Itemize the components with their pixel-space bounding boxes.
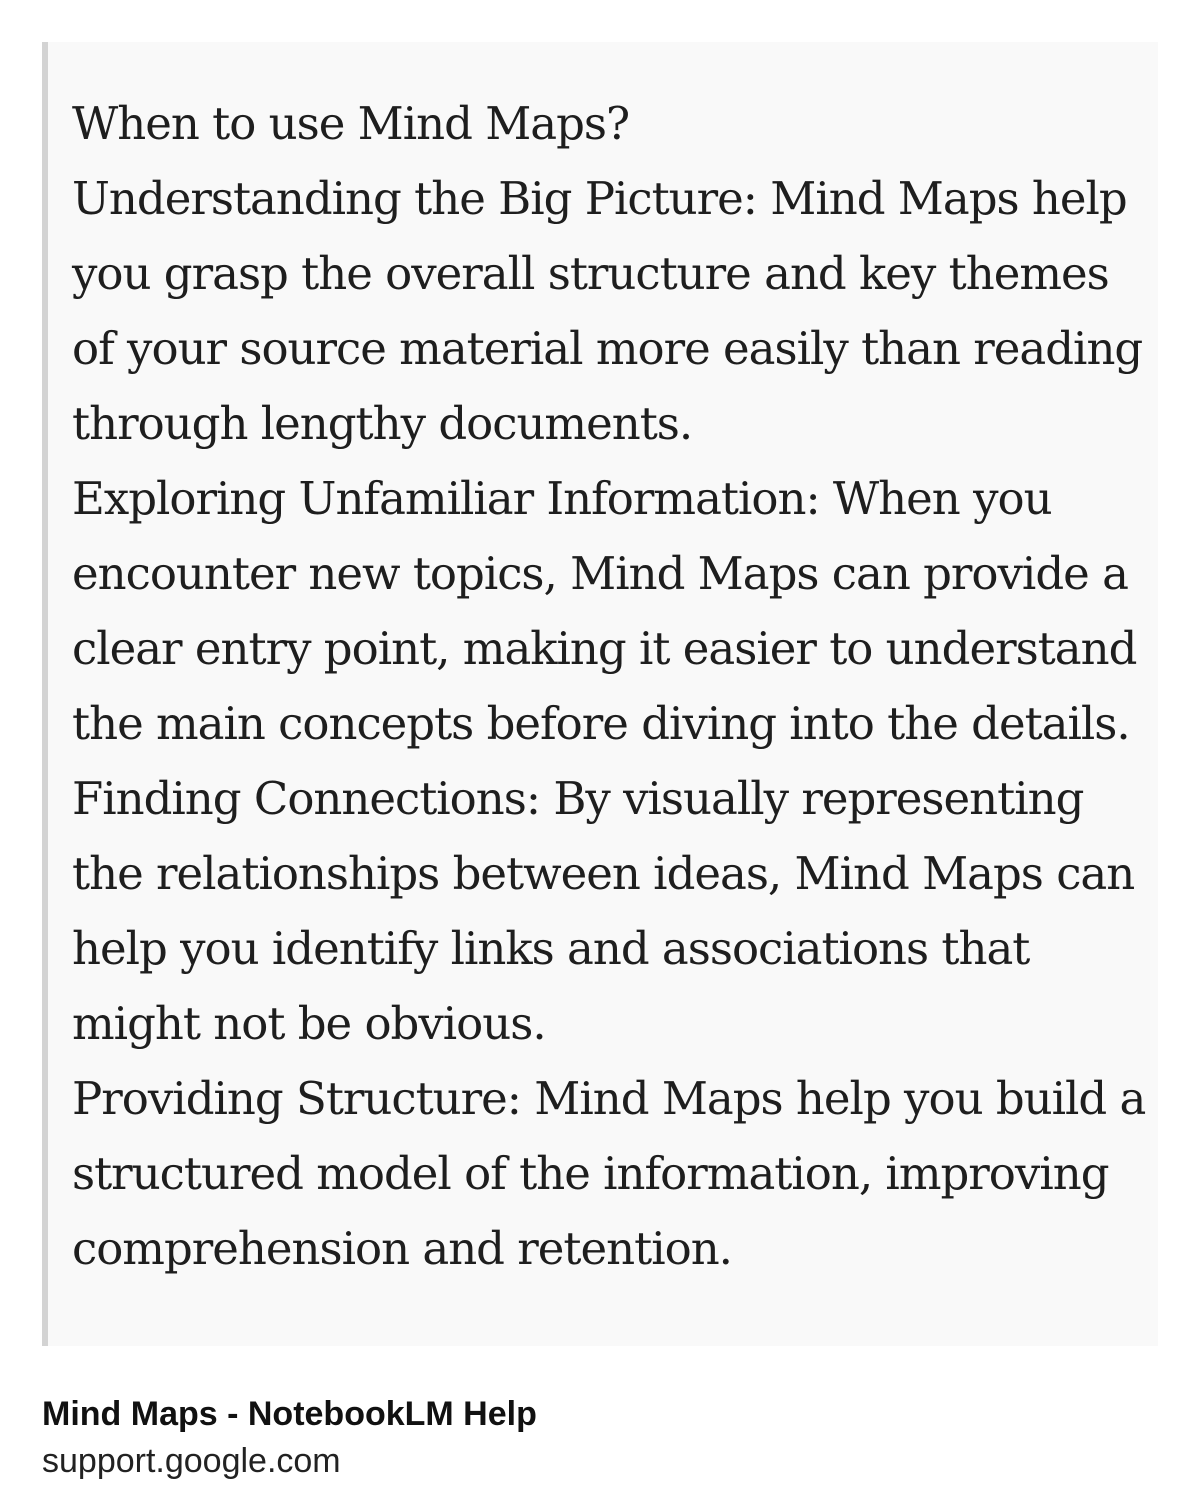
source-domain: support.google.com [42,1442,341,1480]
source-attribution[interactable] [42,1392,1158,1486]
quote-paragraph: Understanding the Big Picture: Mind Maps help you grasp the overall structure and key themes of your source material more easily than reading through lengthy documents. [72,172,1143,450]
quote-heading: When to use Mind Maps? [72,97,630,150]
quote-paragraph: Providing Structure: Mind Maps help you build a structured model of the information, improving comprehension and retention. [72,1072,1146,1275]
quote-block [42,42,1158,1346]
source-title-link[interactable]: Mind Maps - NotebookLM Help [42,1395,537,1433]
quote-paragraph: Exploring Unfamiliar Information: When you encounter new topics, Mind Maps can provide a clear entry point, making it easier to understand the main concepts before diving into the details. [72,472,1137,750]
quote-paragraph: Finding Connections: By visually representing the relationships between ideas, Mind Maps can help you identify links and associations that might not be obvious. [72,772,1135,1050]
